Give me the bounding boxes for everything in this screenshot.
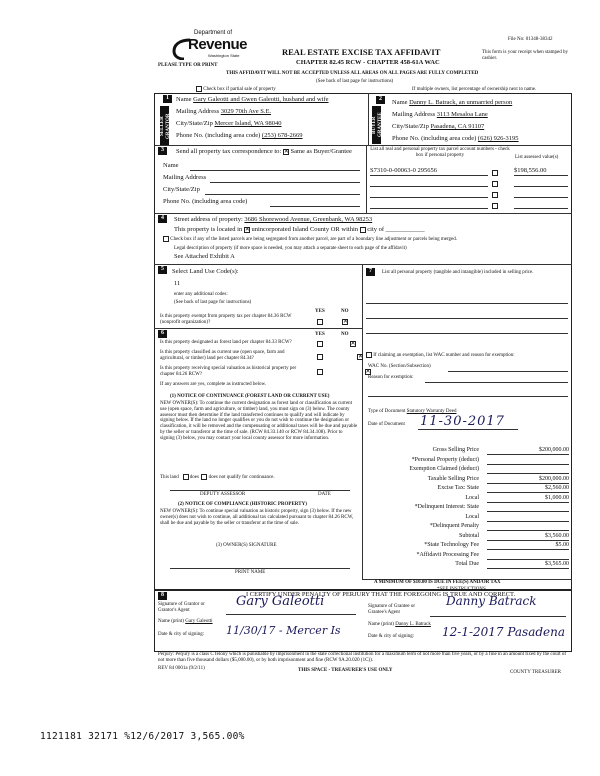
tax-row-label: Local: [465, 513, 479, 520]
notice1-title: (1) NOTICE OF CONTINUANCE (FOREST LAND OR CURRENT USE): [170, 394, 330, 399]
section-8-badge: 8: [158, 592, 167, 600]
form-title: REAL ESTATE EXCISE TAX AFFIDAVIT: [282, 47, 441, 57]
grantor-sig-line: [226, 614, 356, 615]
tax-row: [366, 466, 571, 476]
personal-line-2: [366, 318, 568, 319]
see-instructions: *SEE INSTRUCTIONS: [437, 587, 486, 592]
segregated-checkbox[interactable]: [163, 236, 169, 242]
parcel-checkboxes: [492, 168, 498, 212]
s3-city-label: City/State/Zip: [163, 186, 200, 193]
exempt-no-checkbox[interactable]: [342, 319, 348, 325]
located-label: This property is located in: [174, 226, 243, 233]
buyer-phone-value[interactable]: (626) 926-3195: [477, 135, 519, 142]
tax-row-label: Taxable Selling Price: [427, 475, 479, 482]
personal-property-label: List all personal property (tangible and intangible) included in selling price.: [382, 270, 534, 275]
assessed-header: List assessed value(s): [515, 155, 559, 160]
file-number: File No: 01348-38342: [508, 37, 553, 42]
tax-row-value[interactable]: $5.00: [487, 542, 569, 550]
buyer-city-label: City/State/Zip: [392, 123, 429, 130]
section-5-badge: 5: [158, 266, 167, 274]
grantee-signature[interactable]: Danny Batrack: [446, 594, 537, 608]
assessed-line-2: [514, 186, 568, 187]
seller-phone-value[interactable]: (253) 678-2669: [261, 132, 303, 139]
notice2-title: (2) NOTICE OF COMPLIANCE (HISTORIC PROPERTY): [178, 502, 307, 507]
parcel-checkbox-2[interactable]: [492, 181, 498, 187]
tax-row: [366, 485, 571, 495]
seller-mailing-label: Mailing Address: [176, 108, 220, 115]
buyer-city-row: [392, 123, 484, 130]
parcel-checkbox-1[interactable]: [492, 170, 498, 176]
legal-value[interactable]: See Attached Exhibit A: [174, 253, 235, 260]
tax-row-value[interactable]: $200,000.00: [487, 476, 569, 484]
current-use-no-checkbox[interactable]: [357, 354, 363, 360]
divider-5-7: [362, 264, 363, 579]
continuance-row: [160, 474, 275, 481]
divider-3-parcel: [366, 145, 367, 213]
assessed-line-4: [514, 208, 568, 209]
tax-row-label: Local: [465, 494, 479, 501]
reason-line-2: [368, 396, 568, 397]
buyer-phone-label: Phone No. (including area code): [392, 135, 477, 142]
tax-row: [366, 533, 571, 543]
forest-question: Is this property designated as forest land per chapter 84.33 RCW?: [160, 340, 292, 345]
city-of-label: city of: [367, 226, 385, 233]
grantor-signature[interactable]: Gary Galeotti: [236, 594, 325, 609]
rev-number: REV 84 0001a (9/2/11): [158, 666, 205, 671]
notice2-body: NEW OWNER(S): To continue special valuation as historic property, sign (3) below. If the new owner(s) does not wish to continue, all additional tax calculated pursuant to chapter 84.26 RCW, shall be due and payable by the seller or transferor at the time of sale.: [160, 509, 354, 526]
doc-type-label: Type of Document: [368, 409, 406, 414]
tax-row: [366, 523, 571, 533]
date-label: DATE: [318, 492, 331, 497]
s6-yes-header: YES: [315, 332, 325, 337]
doc-date-line: [418, 429, 518, 430]
personal-line-3: [366, 333, 568, 334]
does-label: does: [189, 475, 199, 481]
s5-yes-header: YES: [315, 309, 325, 314]
buyer-mailing-row: [392, 111, 488, 118]
receipt-stamp: 1121181 32171 %12/6/2017 3,565.00%: [40, 731, 245, 742]
parcel-number[interactable]: S7310-0-00063-0 295656: [370, 167, 437, 174]
unincorporated-checkbox[interactable]: [244, 227, 250, 233]
owner-sig-line: [170, 568, 350, 569]
land-does-not-checkbox[interactable]: [201, 474, 207, 480]
divider-top-5: [154, 264, 572, 265]
seller-name-row: [176, 96, 329, 103]
tax-row-label: Excise Tax: State: [437, 485, 479, 491]
if-yes-note: If any answers are yes, complete as instructed below.: [160, 382, 267, 387]
s3-phone-label: Phone No. (including area code): [163, 198, 248, 205]
buyer-mailing-value[interactable]: 3113 Mesaloa Lane: [436, 111, 488, 118]
seller-city-value[interactable]: Mercer Island, WA 98040: [214, 120, 282, 127]
divider-top-3: [154, 145, 572, 146]
street-value[interactable]: 3686 Shorewood Avenue, Greenbank, WA 98253: [244, 216, 373, 223]
section-1-badge: 1: [163, 95, 172, 103]
parcel-checkbox-4[interactable]: [492, 203, 498, 209]
grantee-date-value[interactable]: 12-1-2017 Pasadena: [442, 625, 566, 639]
parcel-line-3: [370, 197, 488, 198]
tax-row: [366, 504, 571, 514]
doc-date-label: Date of Document: [368, 422, 405, 427]
assessed-value[interactable]: $198,556.00: [514, 167, 547, 174]
city-of-checkbox[interactable]: [360, 227, 366, 233]
deputy-label: DEPUTY ASSESSOR: [200, 492, 246, 497]
historic-yes-checkbox[interactable]: [317, 369, 323, 375]
seller-phone-row: [176, 132, 303, 139]
partial-sale-text: Check box if partial sale of property: [203, 87, 276, 93]
buyer-grantee-tag: BUYER GRANTEE: [372, 106, 381, 144]
tax-row: [366, 542, 571, 552]
land-use-value[interactable]: 11: [174, 280, 181, 287]
tax-row-label: *Affidavit Processing Fee: [416, 551, 479, 558]
assessed-line-3: [514, 197, 568, 198]
section-6-badge: 6: [158, 330, 167, 338]
enter-additional: enter any additional codes:: [174, 292, 228, 297]
multiple-owners: If multiple owners, list percentage of ownership next to name.: [412, 87, 537, 92]
buyer-phone-row: [392, 135, 519, 142]
please-type: PLEASE TYPE OR PRINT: [158, 63, 218, 68]
seller-city-row: [176, 120, 282, 127]
grantee-print-label: Name (print): [368, 622, 394, 627]
seller-phone-label: Phone No. (including area code): [176, 132, 261, 139]
grantee-print-row: [368, 622, 431, 628]
s6-no-header: NO: [341, 332, 349, 337]
s3-city-line: [205, 194, 360, 195]
seller-mailing-row: [176, 108, 271, 115]
land-does-checkbox[interactable]: [183, 474, 189, 480]
section-2-badge: 2: [376, 96, 385, 104]
tax-row-label: Gross Selling Price: [432, 447, 479, 453]
s3-name-line: [190, 170, 360, 171]
segregated-row: [163, 236, 568, 243]
grantee-sig-line: [430, 616, 566, 617]
divider-top-4: [154, 213, 572, 214]
tax-row-label: Total Due: [455, 561, 479, 567]
current-use-question: Is this property classified as current use (open space, farm and agricultural, or timber) land per chapter 84.34?: [160, 350, 285, 361]
tax-row: [366, 514, 571, 524]
tax-table: [366, 447, 571, 571]
seller-name-value[interactable]: Gary Galeotti and Gwen Galeotti, husband and wife: [193, 96, 329, 103]
exempt-question: Is this property exempt from property tax per chapter 84.36 RCW (nonprofit organization)?: [160, 314, 292, 325]
qualify-label: qualify for continuance.: [226, 475, 275, 481]
this-land-label: This land: [160, 475, 179, 481]
street-row: [174, 216, 372, 223]
doc-date-value[interactable]: 11-30-2017: [420, 414, 505, 429]
same-as-buyer-checkbox[interactable]: [283, 149, 289, 155]
land-use-label: Select Land Use Code(s):: [172, 268, 239, 275]
forest-no-checkbox[interactable]: [350, 341, 356, 347]
grantee-sig-label: Signature of Grantee or Grantee's Agent: [368, 604, 416, 615]
historic-question: Is this property receiving special valuation as historical property per chapter 84.26 RCW?: [160, 366, 297, 377]
grantor-print-label: Name (print): [158, 619, 184, 624]
same-as-label: Same as Buyer/Grantee: [290, 148, 352, 155]
revenue-logo: [172, 30, 248, 66]
tax-row-value[interactable]: [487, 504, 569, 512]
tax-row: [366, 495, 571, 505]
grantee-date-label: Date & city of signing:: [368, 634, 415, 639]
warning-line: THIS AFFIDAVIT WILL NOT BE ACCEPTED UNLESS ALL AREAS ON ALL PAGES ARE FULLY COMPLETED: [226, 71, 479, 76]
unincorporated-label: unincorporated Island County OR within: [251, 226, 358, 233]
section-4-badge: 4: [158, 215, 167, 223]
tax-row-value[interactable]: $200,000.00: [487, 447, 569, 455]
tax-row-value[interactable]: [487, 466, 569, 474]
street-label: Street address of property:: [174, 216, 243, 223]
buyer-mailing-label: Mailing Address: [392, 111, 436, 118]
tax-row: [366, 457, 571, 467]
seller-mailing-value[interactable]: 3029 70th Ave S.E.: [220, 108, 272, 115]
buyer-name-label: Name: [392, 99, 408, 106]
exemption-label: [366, 352, 515, 359]
tax-row: [366, 476, 571, 486]
tax-row-label: Exemption Claimed (deduct): [409, 466, 479, 472]
parcel-line-1: [370, 175, 488, 176]
form-subtitle: CHAPTER 82.45 RCW - CHAPTER 458-61A WAC: [296, 59, 440, 66]
grantee-print-value[interactable]: Danny L. Batrack: [395, 622, 431, 627]
owner-sig-label: (3) OWNER(S) SIGNATURE: [216, 543, 277, 548]
partial-sale-checkbox[interactable]: [196, 86, 202, 92]
divider-top-6: [154, 328, 362, 329]
tax-row-label: *Delinquent Interest: State: [414, 504, 479, 510]
logo-state: Washington State: [208, 53, 240, 58]
tax-row-value[interactable]: $1,000.00: [487, 495, 569, 503]
buyer-name-row: [392, 99, 512, 106]
deputy-line: [170, 490, 350, 491]
see-back-top: (See back of last page for instructions): [316, 79, 394, 84]
county-treasurer: COUNTY TREASURER: [510, 670, 561, 675]
print-name-label: PRINT NAME: [235, 570, 266, 575]
send-label: Send all property tax correspondence to:: [176, 148, 282, 155]
buyer-city-value[interactable]: Pasadena, CA 91107: [430, 123, 485, 130]
certify-text: I CERTIFY UNDER PENALTY OF PERJURY THAT THE FOREGOING IS TRUE AND CORRECT.: [246, 591, 516, 598]
seller-grantor-tag: SELLER GRANTOR: [160, 106, 169, 146]
segregated-label: Check box if any of the listed parcels are being segregated from another parcel, are part of a boundary line adjustment or parcels being merged.: [170, 237, 457, 243]
parcel-line-2: [370, 186, 488, 187]
partial-sale-label: [196, 86, 276, 93]
tax-row: [366, 561, 571, 571]
personal-line-1: [366, 303, 568, 304]
forest-yes-checkbox[interactable]: [317, 341, 323, 347]
s5-no-header: NO: [341, 309, 349, 314]
grantor-print-value[interactable]: Gary Galeotti: [185, 619, 213, 624]
notice1-body: NEW OWNER(S): To continue the current designation as forest land or classification as current use (open space, farm and agriculture, or timber) land, you must sign on (3) below. The county assessor must then determine if the land transferred continues to qualify and will indicate by signing below. If the land no longer qualifies or you do not wish to continue the designation or classification, it will be removed and the compensating or additional taxes will be due and payable by the seller or transferor at the time of sale. (RCW 84.33.140 or RCW 84.34.108). Prior to signing (3) below, you may contact your local county assessor for more information.: [160, 401, 358, 441]
grantor-print-row: [158, 619, 213, 625]
legal-label: Legal description of property (if more space is needed, you may attach a separate sheet to each page of the affidavit): [174, 246, 407, 251]
minimum-note: A MINIMUM OF $10.00 IS DUE IN FEE(S) AND/OR TAX: [374, 580, 501, 585]
tax-row-value[interactable]: $3,565.00: [487, 561, 569, 569]
grantor-sig-label: Signature of Grantor or Grantor's Agent: [158, 602, 205, 613]
assessed-line-1: [514, 175, 568, 176]
treasurer-use: THIS SPACE - TREASURER'S USE ONLY: [298, 668, 393, 673]
wac-line: [448, 371, 568, 372]
tax-row-label: *State Technology Fee: [424, 542, 479, 548]
tax-row-value[interactable]: [487, 514, 569, 522]
buyer-name-value[interactable]: Danny L. Batrack, an unmarried person: [409, 99, 513, 106]
seller-city-label: City/State/Zip: [176, 120, 213, 127]
tax-row: [366, 552, 571, 562]
tax-row-label: *Delinquent Penalty: [429, 523, 479, 529]
tax-row: [366, 447, 571, 457]
current-use-yes-checkbox[interactable]: [317, 354, 323, 360]
exempt-yes-checkbox[interactable]: [317, 319, 323, 325]
tax-row-value[interactable]: $2,560.00: [487, 485, 569, 493]
grantor-date-value[interactable]: 11/30/17 - Mercer Is: [226, 624, 341, 637]
tax-row-label: Subtotal: [458, 532, 479, 539]
s5-see-back: (See back of last page for instructions): [174, 300, 252, 305]
tax-row-value[interactable]: [487, 523, 569, 531]
located-row: This property is located in ✕ unincorporated Island County OR within city of ____________: [174, 226, 425, 233]
s3-phone-line: [270, 206, 360, 207]
grantor-date-label: Date & city of signing:: [158, 632, 205, 637]
parcel-line-4: [370, 208, 488, 209]
tax-row-value[interactable]: [487, 457, 569, 465]
seller-name-label: Name: [176, 96, 192, 103]
logo-main: Revenue: [188, 36, 248, 53]
divider-1-2: [368, 93, 369, 145]
s3-mailing-line: [210, 182, 360, 183]
receipt-note: This form is your receipt when stamped by cashier.: [482, 50, 568, 61]
section-7-badge: 7: [366, 268, 375, 276]
parcel-checkbox-3[interactable]: [492, 192, 498, 198]
s3-name-label: Name: [163, 162, 179, 169]
exemption-checkbox[interactable]: [366, 352, 372, 358]
exemption-text: If claiming an exemption, list WAC number and reason for exemption:: [373, 353, 515, 359]
section-3-badge: 3: [158, 147, 167, 155]
perjury-text: Perjury: Perjury is a class C felony which is punishable by imprisonment in the state correctional institution for a maximum term of not more than five years, or by a fine in an amount fixed by the court of not more than five thousand dollars ($5,000.00), or by both imprisonment and fine (RCW 9A.20.020 (1C)).: [158, 652, 567, 663]
send-correspondence: [176, 148, 352, 155]
reason-line-1: [425, 382, 568, 383]
parcel-header: List all real and personal property tax parcel account numbers - check box if personal property: [370, 147, 510, 158]
wac-label: WAC No. (Section/Subsection): [368, 364, 431, 369]
tax-row-value[interactable]: $3,560.00: [487, 533, 569, 541]
tax-row-label: *Personal Property (deduct): [411, 456, 479, 463]
reason-label: Reason for exemption:: [368, 375, 414, 380]
tax-row-value[interactable]: [487, 552, 569, 560]
doc-type-value[interactable]: Statutory Warranty Deed: [406, 409, 457, 414]
logo-top: Department of: [194, 30, 233, 36]
s3-mailing-label: Mailing Address: [163, 174, 207, 181]
does-not-label: does not: [208, 475, 226, 481]
